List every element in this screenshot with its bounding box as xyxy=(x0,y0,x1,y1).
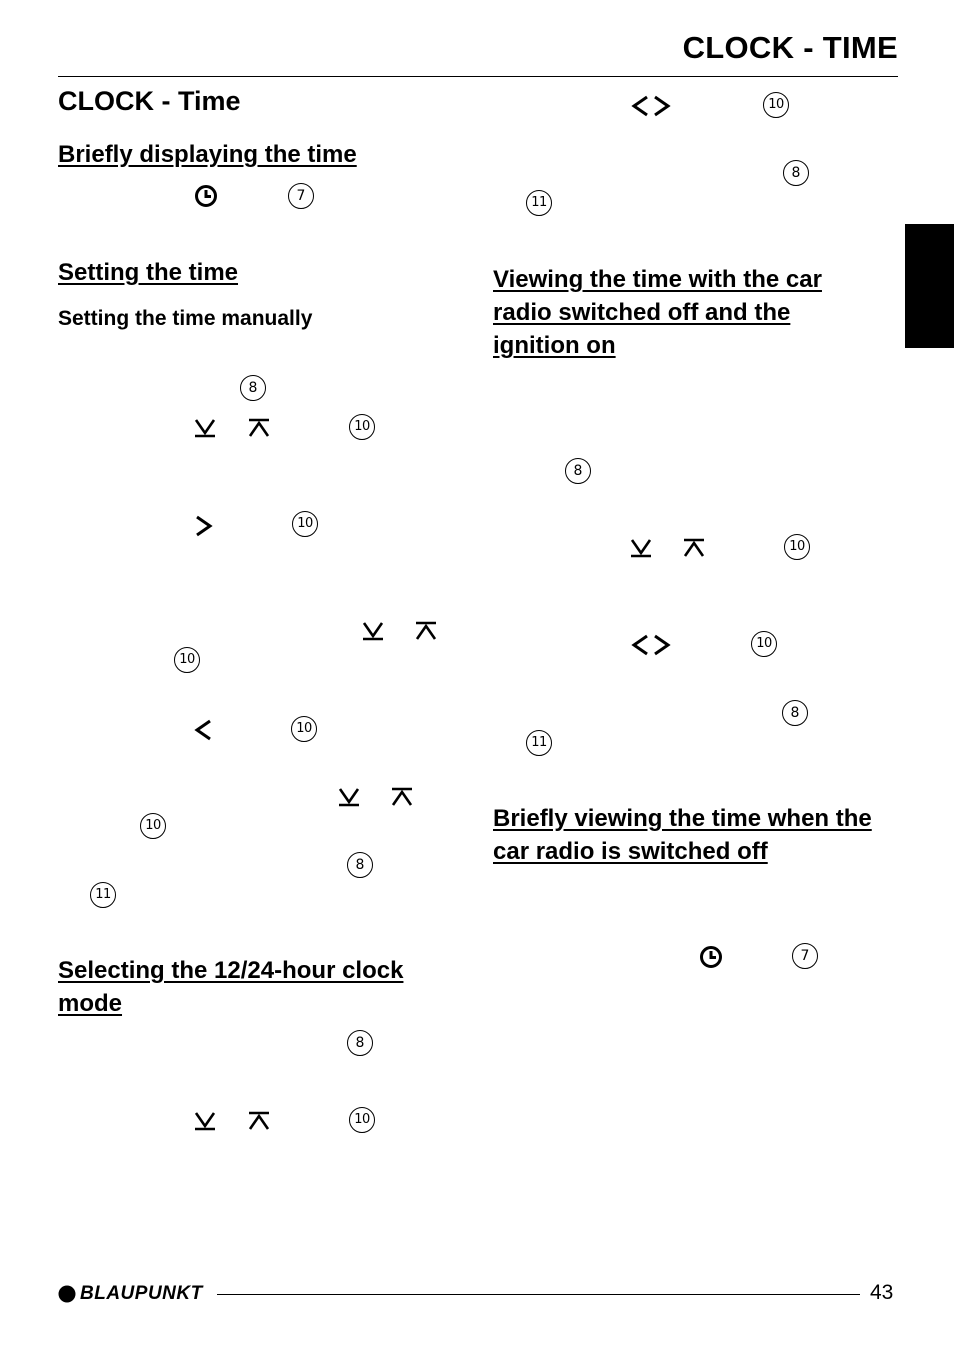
ref-10: 10 xyxy=(784,534,810,560)
ref-10: 10 xyxy=(291,716,317,742)
ref-8: 8 xyxy=(565,458,591,484)
clock-icon xyxy=(699,945,723,969)
page-number: 43 xyxy=(870,1281,894,1304)
ref-7: 7 xyxy=(792,943,818,969)
ref-8: 8 xyxy=(782,700,808,726)
brand-dot-icon xyxy=(58,1285,76,1303)
down-arrow-icon xyxy=(630,538,652,558)
down-arrow-icon xyxy=(194,418,216,438)
down-arrow-icon xyxy=(338,787,360,807)
ref-11: 11 xyxy=(526,730,552,756)
ref-10: 10 xyxy=(751,631,777,657)
ref-10: 10 xyxy=(140,813,166,839)
ref-8: 8 xyxy=(347,1030,373,1056)
section-title: CLOCK - Time xyxy=(58,86,241,116)
ref-11: 11 xyxy=(526,190,552,216)
footer-rule xyxy=(217,1294,860,1295)
up-arrow-icon xyxy=(248,418,270,438)
thumb-index-tab xyxy=(905,224,954,348)
down-arrow-icon xyxy=(362,621,384,641)
subheading-manual: Setting the time manually xyxy=(58,307,313,330)
down-arrow-icon xyxy=(194,1111,216,1131)
ref-10: 10 xyxy=(349,414,375,440)
up-arrow-icon xyxy=(415,621,437,641)
clock-icon xyxy=(194,184,218,208)
left-right-arrows-icon xyxy=(630,634,672,656)
right-arrow-icon xyxy=(194,515,214,537)
left-right-arrows-icon xyxy=(630,95,672,117)
heading-setting-the-time: Setting the time xyxy=(58,259,239,286)
ref-10: 10 xyxy=(292,511,318,537)
up-arrow-icon xyxy=(683,538,705,558)
ref-8: 8 xyxy=(347,852,373,878)
heading-briefly-viewing-off: Briefly viewing the time when the car radio is switched off xyxy=(493,805,872,865)
header-rule xyxy=(58,76,898,77)
left-arrow-icon xyxy=(193,719,213,741)
heading-viewing-ignition-on: Viewing the time with the car radio switched off and the ignition on xyxy=(493,266,822,359)
ref-11: 11 xyxy=(90,882,116,908)
up-arrow-icon xyxy=(391,787,413,807)
ref-7: 7 xyxy=(288,183,314,209)
heading-briefly-displaying: Briefly displaying the time xyxy=(58,141,357,168)
page-header-title: CLOCK - TIME xyxy=(682,30,898,65)
up-arrow-icon xyxy=(248,1111,270,1131)
ref-8: 8 xyxy=(783,160,809,186)
ref-10: 10 xyxy=(174,647,200,673)
ref-10: 10 xyxy=(349,1107,375,1133)
ref-8: 8 xyxy=(240,375,266,401)
ref-10: 10 xyxy=(763,92,789,118)
heading-12-24-mode: Selecting the 12/24-hour clock mode xyxy=(58,957,404,1017)
brand-name: BLAUPUNKT xyxy=(80,1283,203,1304)
brand-logo xyxy=(58,1283,203,1305)
